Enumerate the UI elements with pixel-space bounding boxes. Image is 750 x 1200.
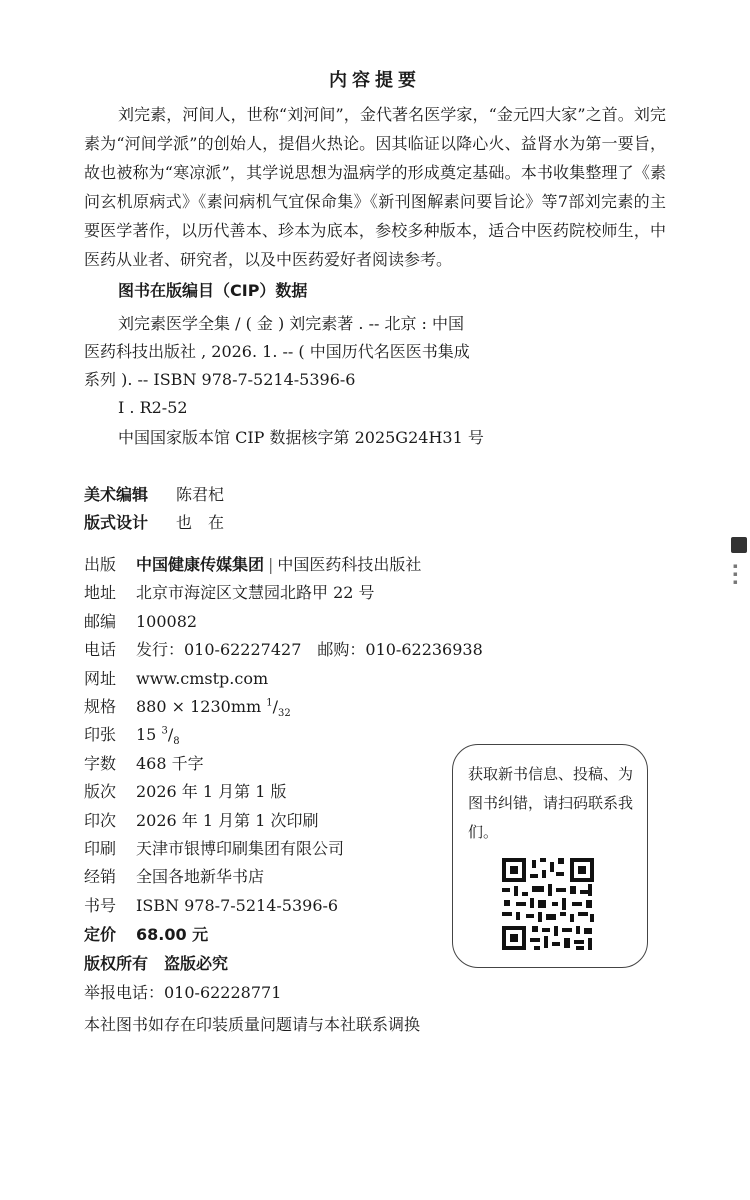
layout-design-label: 版式设计 bbox=[84, 513, 149, 532]
art-editor: 陈君杞 bbox=[176, 485, 225, 504]
sheets-row bbox=[84, 722, 180, 747]
edition-value: 2026 年 1 月第 1 版 bbox=[136, 782, 287, 801]
website-row bbox=[84, 666, 268, 689]
side-tab-label: ▪ ▪ ▪ bbox=[733, 562, 738, 586]
address-value: 北京市海淀区文慧园北路甲 22 号 bbox=[136, 583, 375, 602]
sheets-value: 15 bbox=[136, 725, 157, 744]
printer-value: 天津市银博印刷集团有限公司 bbox=[136, 839, 345, 858]
words-value: 468 千字 bbox=[136, 754, 204, 773]
distributor-row bbox=[84, 864, 264, 887]
art-editor-row bbox=[84, 482, 224, 505]
words-label: 字数 bbox=[84, 754, 117, 773]
cip-line-2: 医药科技出版社 , 2026. 1. -- ( 中国历代名医医书集成 bbox=[84, 342, 470, 361]
printer-row bbox=[84, 836, 344, 859]
layout-designer: 也 在 bbox=[176, 513, 225, 532]
publisher-name: 中国医药科技出版社 bbox=[277, 555, 422, 574]
cip-line-1: 刘完素医学全集 / ( 金 ) 刘完素著 . -- 北京 : 中国 bbox=[118, 314, 465, 333]
layout-design-row bbox=[84, 510, 224, 533]
qr-code-icon[interactable] bbox=[500, 856, 596, 952]
publisher-row bbox=[84, 552, 421, 575]
copyright-notice: 版权所有 盗版必究 bbox=[84, 954, 229, 973]
edition-label: 版次 bbox=[84, 782, 117, 801]
printing-row bbox=[84, 808, 319, 831]
distributor-label: 经销 bbox=[84, 867, 117, 886]
website-value: www.cmstp.com bbox=[136, 669, 269, 688]
summary-text: 刘完素，河间人，世称“刘河间”，金代著名医学家，“金元四大家”之首。刘完素为“河间学派”的创始人，提倡火热论。因其临证以降心火、益肾水为第一要旨，故也被称为“寒凉派”，其学说思想为温病学的形成奠定基础。本书收集整理了《素问玄机原病式》《素问病机气宜保命集》《新刊图解素问要旨论》等7部刘完素的主要医学著作，以历代善本、珍本为底本，参校多种版本，适合中医药院校师生，中医药从业者、研究者，以及中医药爱好者阅读参考。 bbox=[84, 105, 666, 269]
website-label: 网址 bbox=[84, 669, 117, 688]
printer-label: 印刷 bbox=[84, 839, 117, 858]
phone-value: 发行：010-62227427 邮购：010-62236938 bbox=[136, 640, 483, 659]
spec-label: 规格 bbox=[84, 697, 117, 716]
art-editor-label: 美术编辑 bbox=[84, 485, 149, 504]
cip-verification: 中国国家版本馆 CIP 数据核字第 2025G24H31 号 bbox=[118, 428, 484, 447]
cip-line-3: 系列 ). -- ISBN 978-7-5214-5396-6 bbox=[84, 370, 356, 389]
spec-size: 880 × 1230mm bbox=[136, 697, 262, 716]
isbn-row bbox=[84, 893, 338, 916]
price-label: 定价 bbox=[84, 925, 117, 944]
postcode-row bbox=[84, 609, 197, 632]
price-row bbox=[84, 922, 208, 945]
address-row bbox=[84, 580, 375, 603]
cip-heading: 图书在版编目（CIP）数据 bbox=[118, 281, 308, 300]
summary-title: 内容提要 bbox=[329, 70, 421, 91]
publisher-label: 出版 bbox=[84, 555, 117, 574]
words-row bbox=[84, 751, 204, 774]
edition-row bbox=[84, 779, 287, 802]
spec-row bbox=[84, 694, 291, 719]
phone-row bbox=[84, 637, 483, 660]
distributor-value: 全国各地新华书店 bbox=[136, 867, 265, 886]
address-label: 地址 bbox=[84, 583, 117, 602]
publisher-group: 中国健康传媒集团 bbox=[136, 555, 265, 574]
spec-fraction: $^1/_{32}$ bbox=[266, 697, 291, 720]
cip-line-4: Ⅰ . R2-52 bbox=[118, 398, 188, 417]
quality-notice: 本社图书如存在印装质量问题请与本社联系调换 bbox=[84, 1015, 421, 1034]
printing-label: 印次 bbox=[84, 811, 117, 830]
price-value: 68.00 元 bbox=[136, 925, 209, 944]
printing-value: 2026 年 1 月第 1 次印刷 bbox=[136, 811, 319, 830]
postcode-value: 100082 bbox=[136, 612, 198, 631]
side-tab-marker bbox=[731, 537, 747, 553]
postcode-label: 邮编 bbox=[84, 612, 117, 631]
sheets-label: 印张 bbox=[84, 725, 117, 744]
publisher-separator: | bbox=[268, 555, 274, 574]
isbn-label: 书号 bbox=[84, 896, 117, 915]
isbn-value: ISBN 978-7-5214-5396-6 bbox=[136, 896, 339, 915]
phone-label: 电话 bbox=[84, 640, 117, 659]
sheets-fraction: $^3/_8$ bbox=[161, 725, 180, 748]
report-phone: 举报电话：010-62228771 bbox=[84, 983, 282, 1002]
qr-panel-text: 获取新书信息、投稿、为图书纠错，请扫码联系我们。 bbox=[468, 765, 634, 841]
cip-record bbox=[84, 310, 534, 422]
